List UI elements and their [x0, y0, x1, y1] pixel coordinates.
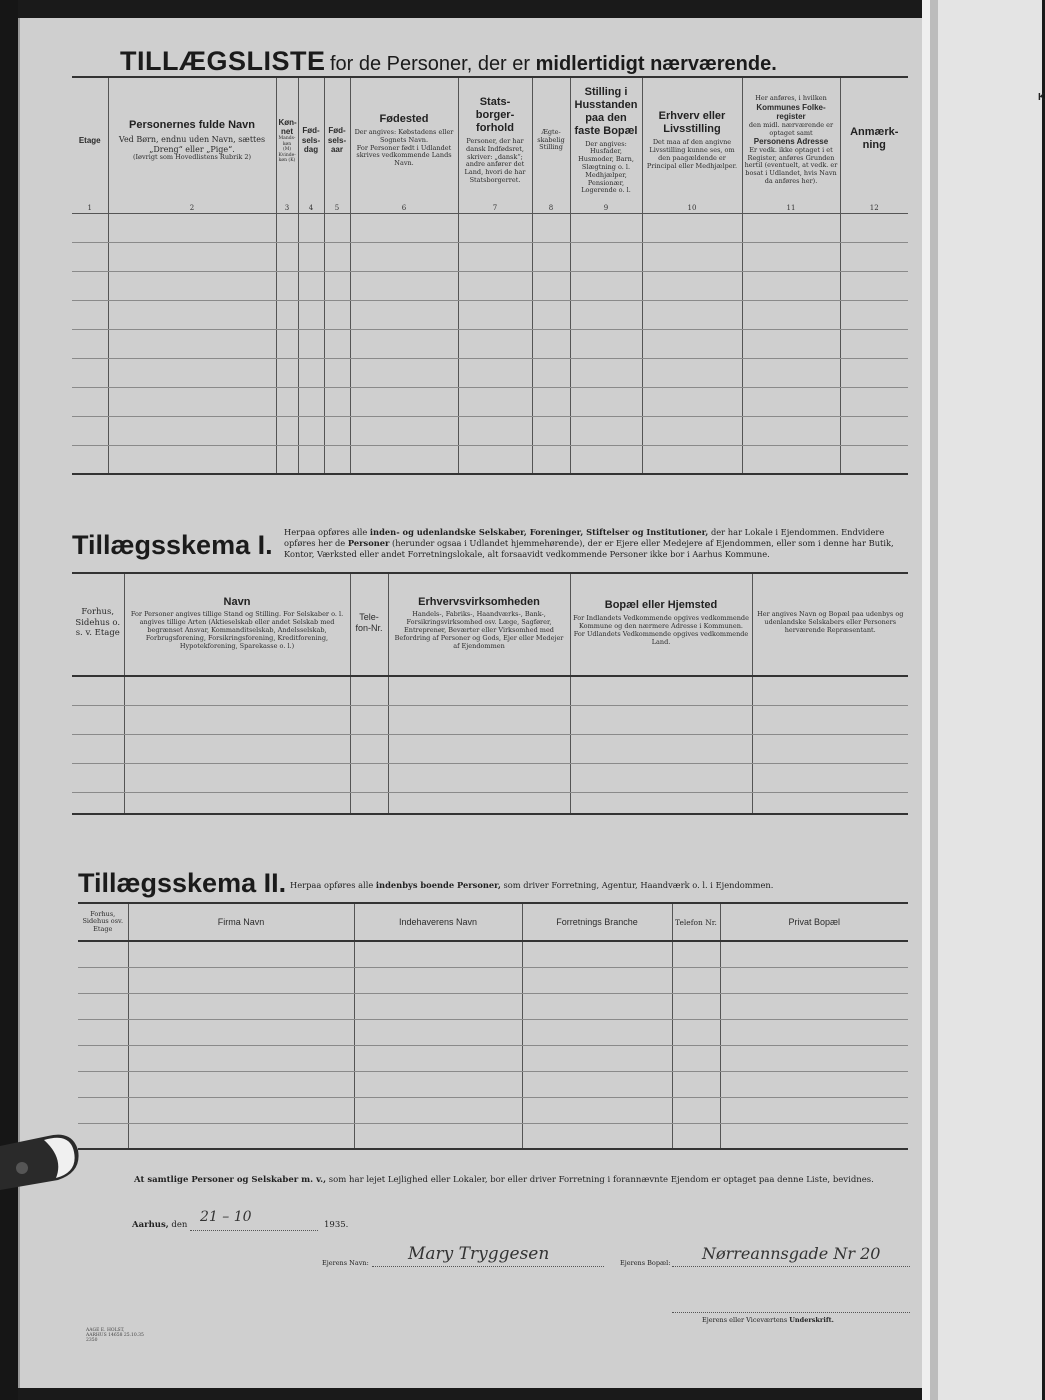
schedule-1-rows: [72, 672, 908, 814]
s1-col-business: Erhvervsvirksomheden Handels-, Fabriks-, Haandværks-, Bank-, Forsikringsvirksomhed osv. Læge, Sagfører, Entreprenør, Beværter eller Virksomhed med Befordring af Personer og Gods, Ejer eller Medejer af Ejendommen: [388, 573, 570, 672]
col-household: Stilling i Husstanden paa den faste Bopæl Der angives: Husfader, Husmoder, Barn, Slægtning o. l. Medhjælper, Pensionær, Logerende o. l.: [570, 77, 642, 203]
owner-address-label: Ejerens Bopæl:: [620, 1259, 671, 1267]
s1-col-etage: Forhus, Sidehus o. s. v. Etage: [72, 573, 124, 672]
schedule-2-description: Herpaa opføres alle indenbys boende Personer, som driver Forretning, Agentur, Haandværk o. l. i Ejendommen.: [290, 880, 774, 890]
schedule-1-description: Herpaa opføres alle inden- og udenlandske Selskaber, Foreninger, Stiftelser og Institutioner, der har Lokale i Ejendommen. Endvidere opføres her de Personer (herunder ogsaa i Udlandet hjemmehørende), der er Ejere eller Medejere af Ejendommen, eller som i denne har Butik, Kontor, Værksted eller andet Forretningslokale, alt forsaavidt vedkommende Personer ikke bor i Aarhus Kommune.: [284, 527, 894, 560]
owner-name-handwritten: Mary Tryggesen: [408, 1244, 550, 1264]
col-marital: Ægte-skabelig Stilling: [532, 77, 570, 203]
col-remarks: Anmærk-ning: [850, 126, 899, 151]
date-handwritten: 21 – 10: [200, 1209, 252, 1225]
place-date: Aarhus, den: [132, 1220, 188, 1230]
owner-name-label: Ejerens Navn:: [322, 1259, 369, 1267]
list-rows: [72, 213, 908, 474]
signature-caption: Ejerens eller Viceværtens Underskrift.: [702, 1316, 834, 1324]
supplementary-list-table: [72, 76, 908, 475]
main-title: [120, 46, 777, 77]
declaration: At samtlige Personer og Selskaber m. v., som har lejet Lejlighed eller Lokaler, bor eller driver Forretning i forannævnte Ejendom er optaget paa denne Liste, bevidnes.: [134, 1175, 874, 1185]
col-birthday: Fød-sels-dag: [298, 77, 324, 203]
adjacent-page-letter: K: [1038, 92, 1045, 103]
s1-col-name: Navn For Personer angives tillige Stand og Stilling. For Selskaber o. l. angives tillige Arten (Aktieselskab eller andet Selskab med begrænset Ansvar, Kommanditselskab, Andelsselskab, Forbrugsforening, Forsikringsforening, Kreditforening, Hypotekforening, Sparekasse o. l.): [124, 573, 350, 672]
owner-address-handwritten: Nørreannsgade Nr 20: [702, 1244, 881, 1263]
s2-col-branch: Forretnings Branche: [522, 903, 672, 941]
col-birthplace: Fødested Der angives: Købstadens eller Sognets Navn. For Personer født i Udlandet skrives vedkommende Lands Navn.: [350, 77, 458, 203]
schedule-2-rows: [78, 941, 908, 1149]
schedule-2-title: Tillægsskema II.: [78, 868, 287, 898]
col-gender: Køn-net Mands-køn (M) Kvinde-køn (K): [276, 77, 298, 203]
owner-address-line: [672, 1266, 910, 1267]
schedule-2-table: [78, 902, 908, 1150]
s2-col-owner: Indehaverens Navn: [354, 903, 522, 941]
schedule-1-table: [72, 572, 908, 815]
s1-col-representative: Her angives Navn og Bopæl paa udenbys og udenlandske Selskabers eller Personers herværende Repræsentant.: [757, 610, 904, 634]
main-title-rest: for de Personer, der er: [329, 53, 536, 75]
s2-col-firm: Firma Navn: [128, 903, 354, 941]
col-citizenship: Stats-borger-forhold Personer, der har dansk Indfødsret, skriver: „dansk“; andre anfører det Land, hvori de har Statsborgerret.: [458, 77, 532, 203]
printer-imprint: AAGE E. HOLST, AARHUS 14658 25.10.35 2350: [86, 1328, 144, 1343]
col-name: Personernes fulde Navn Ved Børn, endnu uden Navn, sættes „Dreng“ eller „Pige“. (Iøvrigt som Hovedlistens Rubrik 2): [108, 77, 276, 203]
s2-col-etage: Forhus, Sidehus osv. Etage: [78, 903, 128, 941]
main-title-rest-bold: midlertidigt nærværende.: [535, 53, 777, 75]
main-title-bold: TILLÆGSLISTE: [120, 46, 326, 76]
signature-line: [672, 1312, 910, 1313]
col-etage: Etage: [72, 77, 108, 203]
page-edge: [922, 0, 930, 1400]
s2-col-phone: Telefon Nr.: [672, 903, 720, 941]
s1-col-phone: Tele-fon-Nr.: [350, 573, 388, 672]
col-occupation: Erhverv eller Livsstilling Det maa af den angivne Livsstilling kunne ses, om den paagældende er Principal eller Medhjælper.: [642, 77, 742, 203]
col-register: Her anføres, i hvilken Kommunes Folke-register den midl. nærværende er optaget samt Personens Adresse Er vedk. ikke optaget i et Register, anføres Grunden hertil (eventuelt, at vedk. er bosat i Udlandet, hvis Navn da anføres her).: [742, 77, 840, 203]
column-numbers: 1 2 3 4 5 6 7 8 9 10 11 12: [72, 203, 908, 213]
adjacent-page: [930, 0, 1045, 1400]
schedule-1-title: Tillægsskema I.: [72, 530, 273, 560]
s1-col-residence: Bopæl eller Hjemsted For Indlandets Vedkommende opgives vedkommende Kommune og den nærmere Adresse i Kommunen. For Udlandets Vedkommende opgives vedkommende Land.: [570, 573, 752, 672]
year: 1935.: [324, 1220, 349, 1230]
s2-col-residence: Privat Bopæl: [720, 903, 908, 941]
date-line: [190, 1230, 318, 1231]
binder-clip-icon: [0, 1128, 85, 1198]
owner-name-line: [372, 1266, 604, 1267]
col-birthyear: Fød-sels-aar: [324, 77, 350, 203]
